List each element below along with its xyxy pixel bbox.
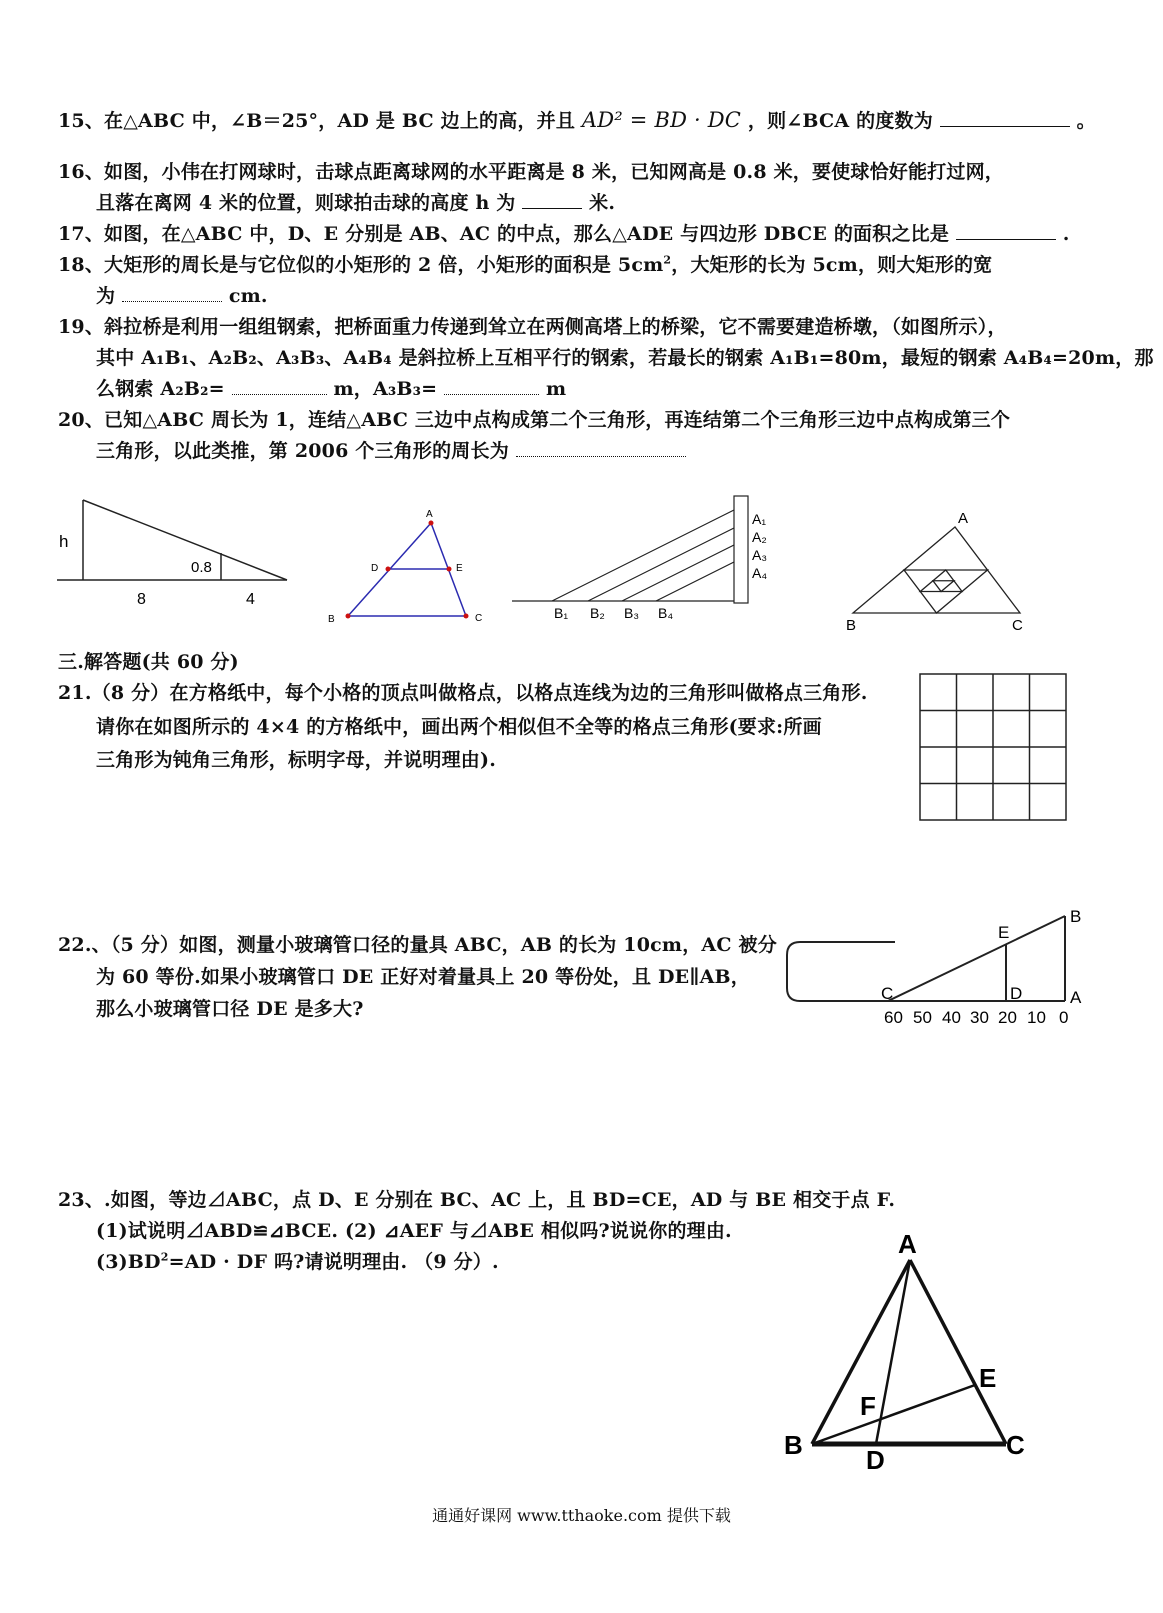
q21-line3: 三角形为钝角三角形，标明字母，并说明理由). <box>96 749 497 771</box>
fig1-d2-label: 4 <box>246 591 255 608</box>
fig2-label-e: E <box>456 563 463 574</box>
q23-line2: (1)试说明⊿ABD≌⊿BCE. (2) ⊿AEF 与⊿ABE 相似吗?说说你的理由. <box>96 1220 732 1242</box>
q18-line1-b: ，大矩形的长为 5cm，则大矩形的宽 <box>671 254 993 276</box>
glass-tube-gauge-figure <box>780 905 1100 1030</box>
fig23-label-f: F <box>860 1391 876 1421</box>
q16-line1: 16、如图，小伟在打网球时，击球点距离球网的水平距离是 8 米，已知网高是 0.8 米，要使球恰好能打过网， <box>58 161 1004 183</box>
q15-text-b: ，则∠BCA 的度数为 <box>747 110 933 132</box>
equilateral-triangle-figure <box>780 1225 1040 1475</box>
q20-answer-blank[interactable] <box>516 438 686 457</box>
fig3-label-b4: B₄ <box>658 605 674 621</box>
section-3-title <box>58 647 239 674</box>
question-23-line2 <box>96 1216 732 1243</box>
fig2-label-a: A <box>426 509 433 520</box>
q18-line2-b: cm. <box>228 285 268 307</box>
fig4-label-b: B <box>846 617 857 634</box>
fig1-net-label: 0.8 <box>191 559 212 576</box>
q16-answer-blank[interactable] <box>522 190 582 209</box>
fig22-label-d: D <box>1010 984 1023 1003</box>
q22-line3: 那么小玻璃管口径 DE 是多大? <box>96 998 364 1020</box>
fig22-scale-60: 60 <box>884 1008 903 1027</box>
bridge-figure <box>510 490 800 630</box>
question-21-line1 <box>58 678 868 705</box>
fig22-scale-50: 50 <box>913 1008 932 1027</box>
question-20-line2 <box>96 436 686 463</box>
fig3-label-b3: B₃ <box>624 605 640 621</box>
q17-text-b: . <box>1062 223 1070 245</box>
fig3-label-a2: A₂ <box>752 529 767 545</box>
q21-line2: 请你在如图所示的 4×4 的方格纸中，画出两个相似但不全等的格点三角形(要求:所画 <box>96 716 822 738</box>
tennis-figure <box>55 495 295 610</box>
fig22-scale-40: 40 <box>942 1008 961 1027</box>
fig23-label-b: B <box>784 1430 803 1460</box>
fig3-label-b2: B₂ <box>590 605 605 621</box>
q20-line2: 三角形，以此类推，第 2006 个三角形的周长为 <box>96 440 509 462</box>
question-23-line3 <box>96 1247 499 1274</box>
nested-triangles-figure <box>840 505 1040 635</box>
q18-answer-blank[interactable] <box>122 283 222 302</box>
q22-line1: 22.、（5 分）如图，测量小玻璃管口径的量具 ABC，AB 的长为 10cm，AC 被分 <box>58 934 777 956</box>
question-19-line1 <box>58 312 1007 339</box>
fig3-label-a1: A₁ <box>752 511 767 527</box>
fig23-label-c: C <box>1006 1430 1025 1460</box>
question-17 <box>58 219 1070 246</box>
fig22-scale-30: 30 <box>970 1008 989 1027</box>
fig2-label-d: D <box>371 563 379 574</box>
q19-line2: 其中 A₁B₁、A₂B₂、A₃B₃、A₄B₄ 是斜拉桥上互相平行的钢索，若最长的钢索 A₁B₁=80m，最短的钢索 A₄B₄=20m，那 <box>96 347 1154 369</box>
fig4-label-c: C <box>1012 617 1023 634</box>
q15-formula: AD² = BD · DC <box>581 108 742 132</box>
fig3-label-b1: B₁ <box>554 605 569 621</box>
q19-line1: 19、斜拉桥是利用一组组钢索，把桥面重力传递到耸立在两侧高塔上的桥梁，它不需要建造桥墩，（如图所示）， <box>58 316 1007 338</box>
question-21-line3 <box>96 745 496 772</box>
fig22-scale-20: 20 <box>998 1008 1017 1027</box>
q18-line2-a: 为 <box>96 285 116 307</box>
q19-line3-a: 么钢索 A₂B₂= <box>96 378 225 400</box>
question-23-line1 <box>58 1185 895 1212</box>
fig22-label-e: E <box>998 923 1010 942</box>
q23-line3-b: =AD · DF 吗?请说明理由. （9 分）. <box>168 1251 499 1273</box>
q19-blank-a3b3[interactable] <box>444 376 539 395</box>
fig2-label-c: C <box>475 613 483 624</box>
q22-line2: 为 60 等份.如果小玻璃管口 DE 正好对着量具上 20 等份处，且 DE∥AB， <box>96 966 750 988</box>
q15-answer-blank[interactable] <box>940 108 1070 127</box>
q21-line1: 21.（8 分）在方格纸中，每个小格的顶点叫做格点，以格点连线为边的三角形叫做格点三角形. <box>58 682 868 704</box>
q23-line1: 23、.如图，等边⊿ABC，点 D、E 分别在 BC、AC 上，且 BD=CE，AD 与 BE 相交于点 F. <box>58 1189 896 1211</box>
fig3-label-a4: A₄ <box>752 565 768 581</box>
question-20-line1 <box>58 405 1010 432</box>
q19-line3-c: m <box>545 378 567 400</box>
question-15 <box>58 106 1096 133</box>
question-22-line2 <box>96 962 750 989</box>
question-16-line2 <box>96 188 615 215</box>
q23-sup: 2 <box>160 1250 169 1264</box>
section-3-title-text: 三.解答题(共 60 分) <box>58 651 239 673</box>
fig1-d1-label: 8 <box>137 591 146 608</box>
question-19-line3 <box>96 374 566 401</box>
fig1-h-label: h <box>59 532 69 551</box>
q23-line3-a: (3)BD <box>96 1251 161 1273</box>
q17-text-a: 17、如图，在△ABC 中，D、E 分别是 AB、AC 的中点，那么△ADE 与四边形 DBCE 的面积之比是 <box>58 223 950 245</box>
fig22-label-a: A <box>1070 988 1082 1007</box>
question-16-line1 <box>58 157 1004 184</box>
question-22-line1 <box>58 930 777 957</box>
fig2-label-b: B <box>328 614 335 625</box>
q18-sup: 2 <box>663 253 672 267</box>
grid-paper-4x4[interactable] <box>918 670 1070 822</box>
midpoint-triangle-figure <box>325 505 495 630</box>
question-18-line1 <box>58 250 992 277</box>
footer-source: 通通好课网 www.tthaoke.com 提供下载 <box>432 1506 731 1525</box>
fig23-label-d: D <box>866 1445 885 1475</box>
fig23-label-a: A <box>898 1229 917 1259</box>
q16-line2-a: 且落在离网 4 米的位置，则球拍击球的高度 h 为 <box>96 192 516 214</box>
fig22-label-c: C <box>881 984 894 1003</box>
question-22-line3 <box>96 994 364 1021</box>
q18-line1-a: 18、大矩形的周长是与它位似的小矩形的 2 倍，小矩形的面积是 5cm <box>58 254 664 276</box>
fig22-scale-10: 10 <box>1027 1008 1046 1027</box>
fig4-label-a: A <box>958 510 969 527</box>
q19-line3-b: m，A₃B₃= <box>333 378 438 400</box>
question-21-line2 <box>96 712 822 739</box>
fig22-scale-0: 0 <box>1059 1008 1069 1027</box>
q19-blank-a2b2[interactable] <box>232 376 327 395</box>
fig22-label-b: B <box>1070 907 1082 926</box>
q20-line1: 20、已知△ABC 周长为 1，连结△ABC 三边中点构成第二个三角形，再连结第二个三角形三边中点构成第三个 <box>58 409 1011 431</box>
q15-text-a: 15、在△ABC 中，∠B＝25°，AD 是 BC 边上的高，并且 <box>58 110 576 132</box>
question-19-line2 <box>96 343 1154 370</box>
q16-line2-b: 米. <box>589 192 616 214</box>
fig3-label-a3: A₃ <box>752 547 768 563</box>
question-18-line2 <box>96 281 268 308</box>
q17-answer-blank[interactable] <box>956 221 1056 240</box>
q15-text-c: 。 <box>1076 110 1096 132</box>
fig23-label-e: E <box>979 1363 997 1393</box>
